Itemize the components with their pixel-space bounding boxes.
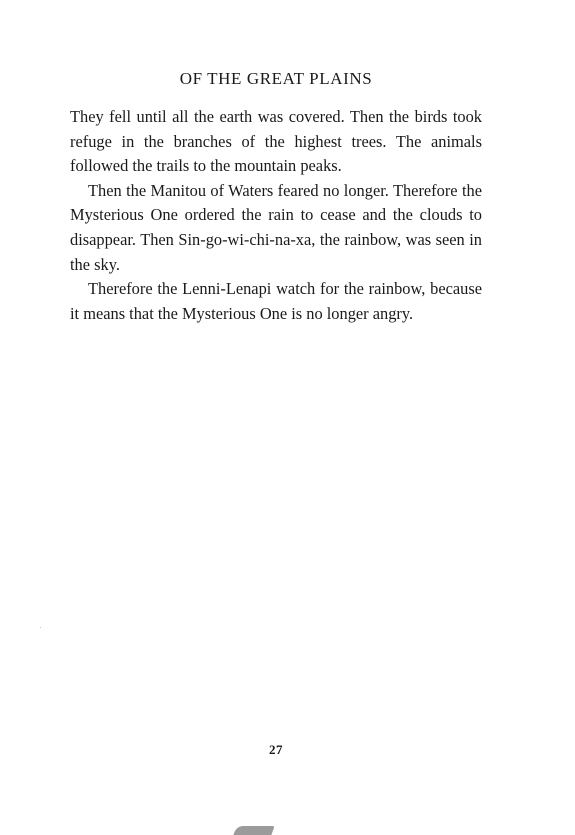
- body-text: [70, 105, 482, 326]
- page-number: 27: [269, 742, 283, 757]
- paragraph-3: Therefore the Lenni-Lenapi watch for the rainbow, because it means that the Mysterious One is no longer angry.: [70, 279, 482, 323]
- scan-speck: [40, 627, 41, 628]
- scan-artifact: [233, 826, 274, 835]
- paragraph-1: They fell until all the earth was covered. Then the birds took refuge in the branches of the highest trees. The animals followed the trails to the mountain peaks.: [70, 107, 482, 176]
- paragraph-2: Then the Manitou of Waters feared no longer. Therefore the Mysterious One ordered the rain to cease and the clouds to disappear. Then Sin-go-wi-chi-na-xa, the rainbow, was seen in the sky.: [70, 180, 482, 274]
- running-head: OF THE GREAT PLAINS: [179, 69, 373, 88]
